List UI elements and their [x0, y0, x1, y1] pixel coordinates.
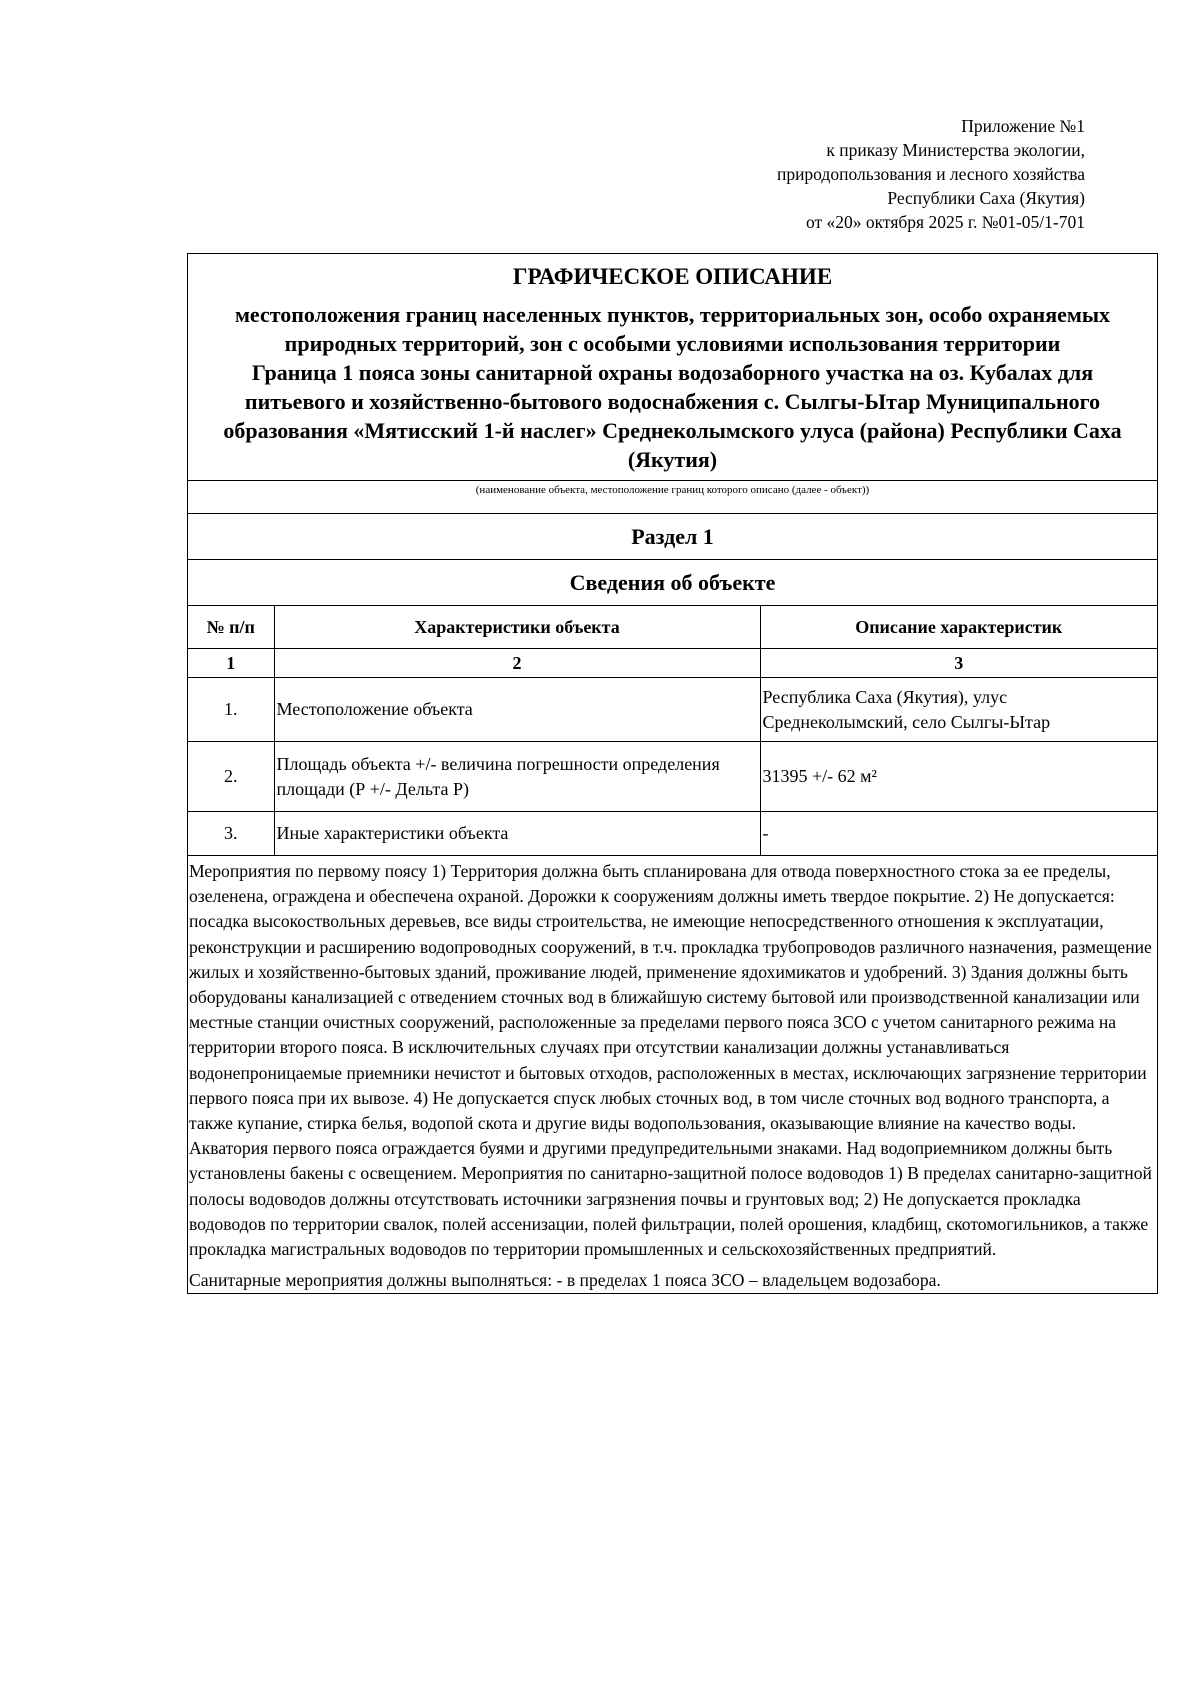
- column-number: 2: [274, 649, 760, 678]
- row-description: 31395 +/- 62 м²: [760, 742, 1157, 812]
- table-row: [188, 812, 1157, 856]
- section-title: Раздел 1: [188, 514, 1157, 560]
- table-row: [188, 742, 1157, 812]
- object-info-table: [188, 606, 1157, 856]
- column-header: Характеристики объекта: [274, 606, 760, 649]
- object-name: Граница 1 пояса зоны санитарной охраны водозаборного участка на оз. Кубалах для питьевого и хозяйственно-бытового водоснабжения с. Сылгы-Ытар Муниципального образования «Мятисский 1-й наслег» Среднеколымского улуса (района) Республики Саха (Якутия): [223, 360, 1122, 472]
- appendix-line: Республики Саха (Якутия): [887, 188, 1085, 208]
- row-description: -: [760, 812, 1157, 856]
- table-row: [188, 678, 1157, 742]
- column-number: 3: [760, 649, 1157, 678]
- row-index: 1.: [188, 678, 274, 742]
- row-description: Республика Саха (Якутия), улус Среднеколымский, село Сылгы-Ытар: [760, 678, 1157, 742]
- row-index: 3.: [188, 812, 274, 856]
- column-header: № п/п: [188, 606, 274, 649]
- sanitary-paragraph: Санитарные мероприятия должны выполняться: - в пределах 1 пояса ЗСО – владельцем водозабора.: [189, 1270, 941, 1291]
- measures-paragraph: Мероприятия по первому поясу 1) Территория должна быть спланирована для отвода поверхностного стока за ее пределы, озеленена, ограждена и обеспечена охраной. Дорожки к сооружениям должны иметь твердое покрытие. 2) Не допускается: посадка высокоствольных деревьев, все виды строительства, не имеющие непосредственного отношения к эксплуатации, реконструкции и расширению водопроводных сооружений, в т.ч. прокладка трубопроводов различного назначения, размещение жилых и хозяйственно-бытовых зданий, проживание людей, применение ядохимикатов и удобрений. 3) Здания должны быть оборудованы канализацией с отведением сточных вод в ближайшую систему бытовой или производственной канализации или местные станции очистных сооружений, расположенные за пределами первого пояса ЗСО с учетом санитарного режима на территории второго пояса. В исключительных случаях при отсутствии канализации должны устанавливаться водонепроницаемые приемники нечистот и бытовых отходов, расположенных в местах, исключающих загрязнение территории первого пояса при их вывозе. 4) Не допускается спуск любых сточных вод, в том числе сточных вод водного транспорта, а также купание, стирка белья, водопой скота и другие виды водопользования, оказывающие влияние на качество воды. Акватория первого пояса ограждается буями и другими предупредительными знаками. Над водоприемником должны быть установлены бакены с освещением. Мероприятия по санитарно-защитной полосе водоводов 1) В пределах санитарно-защитной полосы водоводов должны отсутствовать источники загрязнения почвы и грунтовых вод; 2) Не допускается прокладка водоводов по территории свалок, полей ассенизации, полей фильтрации, полей орошения, кладбищ, скотомогильников, а также прокладка магистральных водоводов по территории промышленных и сельскохозяйственных предприятий.: [189, 861, 1152, 1260]
- document-subtitle: местоположения границ населенных пунктов, территориальных зон, особо охраняемых природных территорий, зон с особыми условиями использования территории: [234, 302, 1111, 356]
- column-number-row: [188, 649, 1157, 678]
- document-frame: [187, 253, 1158, 1294]
- appendix-line: Приложение №1: [961, 116, 1085, 136]
- notes-block: [188, 856, 1157, 1293]
- column-header: Описание характеристик: [760, 606, 1157, 649]
- document-title: ГРАФИЧЕСКОЕ ОПИСАНИЕ: [512, 264, 833, 289]
- title-block: [188, 254, 1157, 481]
- appendix-block: [777, 114, 1085, 234]
- row-index: 2.: [188, 742, 274, 812]
- row-characteristic: Площадь объекта +/- величина погрешности определения площади (Р +/- Дельта Р): [274, 742, 760, 812]
- appendix-line: от «20» октября 2025 г. №01-05/1-701: [805, 212, 1085, 232]
- object-caption: (наименование объекта, местоположение границ которого описано (далее - объект)): [188, 481, 1157, 514]
- row-characteristic: Местоположение объекта: [274, 678, 760, 742]
- table-header-row: [188, 606, 1157, 649]
- appendix-line: природопользования и лесного хозяйства: [776, 164, 1085, 184]
- section-subtitle: Сведения об объекте: [188, 560, 1157, 606]
- appendix-line: к приказу Министерства экологии,: [826, 140, 1085, 160]
- row-characteristic: Иные характеристики объекта: [274, 812, 760, 856]
- column-number: 1: [188, 649, 274, 678]
